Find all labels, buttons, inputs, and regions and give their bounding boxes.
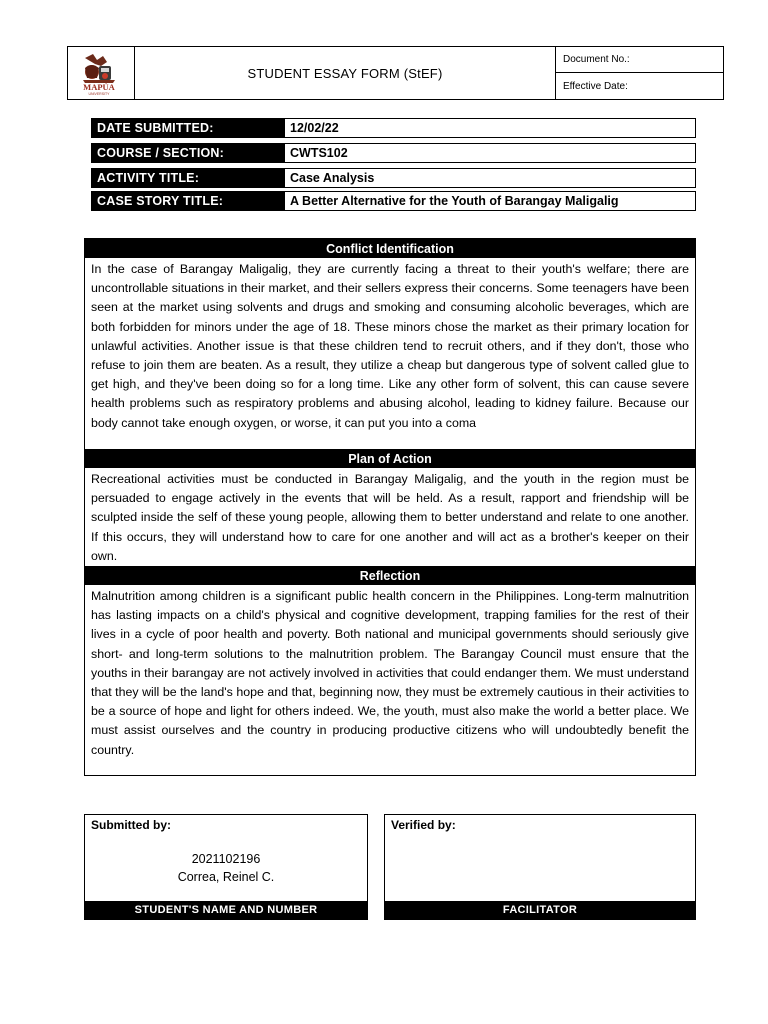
document-no-label: Document No.: — [556, 47, 724, 73]
verified-by-label: Verified by: — [391, 818, 456, 832]
course-section-row — [91, 143, 696, 163]
date-submitted-row — [91, 118, 696, 138]
date-submitted-label: DATE SUBMITTED: — [91, 118, 284, 138]
plan-heading: Plan of Action — [85, 449, 695, 468]
case-story-label: CASE STORY TITLE: — [91, 191, 284, 211]
verified-by-box — [384, 814, 696, 920]
course-section-value: CWTS102 — [284, 143, 696, 163]
student-footer: STUDENT'S NAME AND NUMBER — [85, 901, 367, 919]
student-name: Correa, Reinel C. — [177, 870, 275, 884]
form-header — [67, 46, 724, 100]
submitted-by-box — [84, 814, 368, 920]
case-story-row — [91, 191, 696, 211]
activity-title-value: Case Analysis — [284, 168, 696, 188]
essay-table — [84, 238, 696, 776]
reflection-heading: Reflection — [85, 566, 695, 585]
university-logo — [79, 50, 123, 96]
logo-subtext: UNIVERSITY — [88, 92, 110, 96]
submitted-by-label: Submitted by: — [91, 818, 171, 832]
activity-title-label: ACTIVITY TITLE: — [91, 168, 284, 188]
conflict-heading: Conflict Identification — [85, 239, 695, 258]
date-submitted-value: 12/02/22 — [284, 118, 696, 138]
case-story-value: A Better Alternative for the Youth of Barangay Maligalig — [284, 191, 696, 211]
reflection-body: Malnutrition among children is a significant public health concern in the Philippines. Long-term malnutrition has lasting impacts on a child's physical and cognitive development, trapping families for the rest of their lives in a cycle of poor health and poverty. Both national and municipal governments should seriously give short- and long-term solutions to the malnutrition problem. The Barangay Council must ensure that the youths in their barangay are not actively involved in activities that could endanger them. We must understand that they will be the land's hope and that, beginning now, they must be extremely cautious in their activities to be a source of hope and light for others indeed. We, the youth, must also make the world a better place. We must assist ourselves and the country in producing productive citizens who will undoubtedly benefit the country. — [91, 589, 689, 757]
activity-title-row — [91, 168, 696, 188]
student-number: 2021102196 — [191, 852, 261, 866]
logo-cell — [68, 47, 135, 99]
conflict-body: In the case of Barangay Maligalig, they are currently facing a threat to their youth's welfare; there are uncontrollable situations in their market, and their sellers express their concerns. Some teenagers have been seen at the market using solvents and drugs and smoking and consuming alcoholic beverages, which are both forbidden for minors under the age of 18. These minors chose the market as their primary location for unlawful activities. Another issue is that these children tend to recruit others, and if they don't, those who refuse to join them are beaten. As a result, they utilize a cheap but dangerous type of solvent called glue to get high, and they've been doing so for a long time. Like any other form of solvent, this can cause severe health problems such as respiratory problems and abusing alcohol, leading to kidney failure. Because our body cannot take enough oxygen, or worse, it can put you into a coma — [91, 262, 689, 430]
document-meta — [555, 47, 723, 99]
form-title: STUDENT ESSAY FORM (StEF) — [247, 65, 443, 81]
effective-date-label: Effective Date: — [563, 80, 628, 92]
facilitator-footer: FACILITATOR — [385, 901, 695, 919]
course-section-label: COURSE / SECTION: — [91, 143, 284, 163]
logo-text: MAPÚA — [83, 82, 115, 92]
plan-body: Recreational activities must be conducted in Barangay Maligalig, and the youth in the region must be persuaded to engage actively in the events that will be held. As a result, rapport and friendship will be sculpted inside the self of these young people, allowing them to better understand and relate to one another. If this occurs, they will understand how to care for one another and will act as a brother's keeper on their own. — [91, 472, 689, 563]
